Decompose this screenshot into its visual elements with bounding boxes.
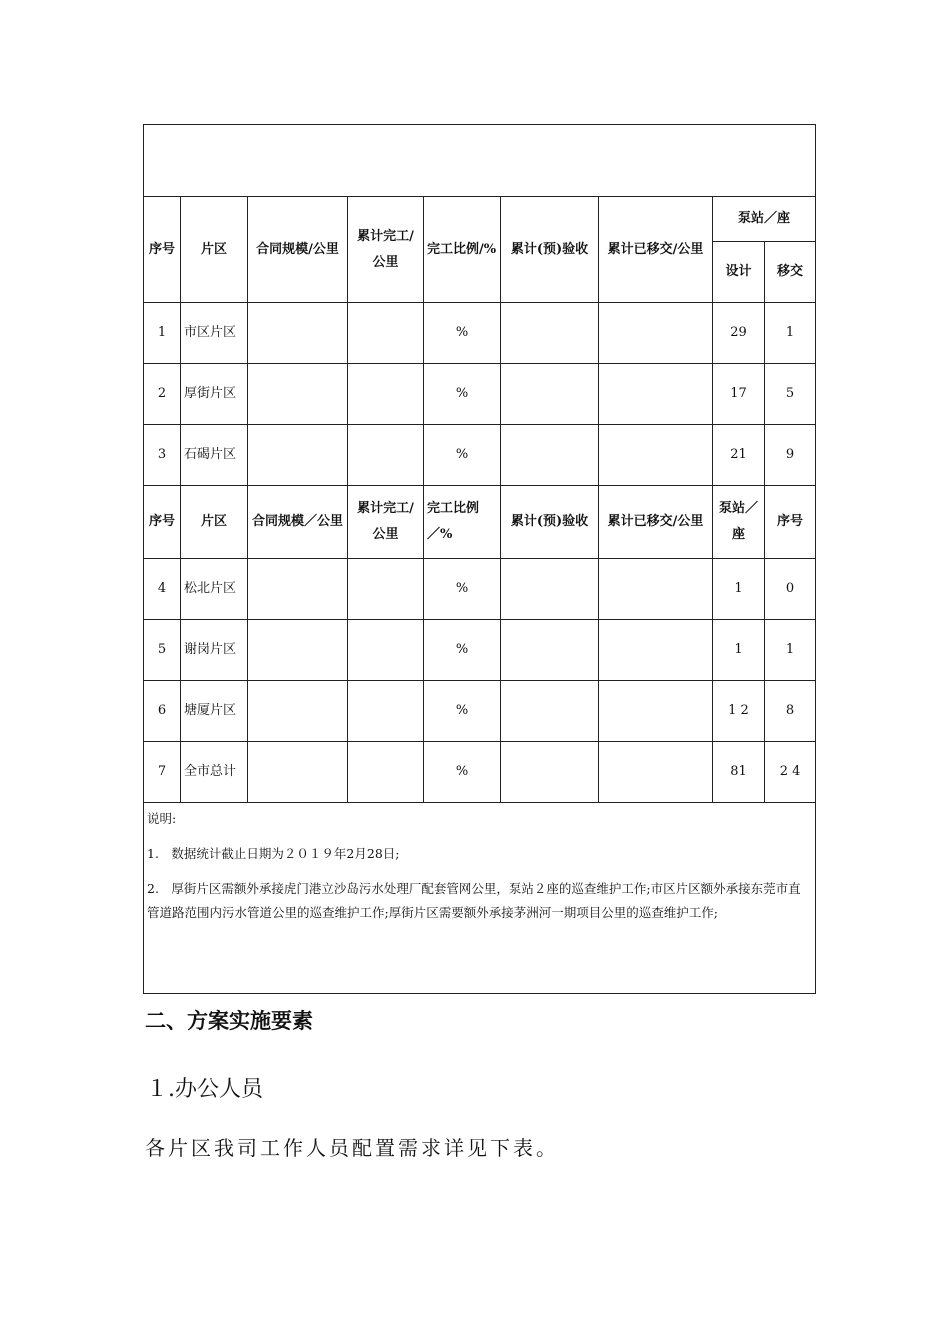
- cell-area: 市区片区: [181, 303, 248, 364]
- notes-title: 说明:: [147, 811, 177, 826]
- cell-no: 7: [144, 742, 181, 803]
- cell-design: 1: [713, 620, 765, 681]
- cell-handed: [599, 559, 713, 620]
- header-no: 序号: [144, 197, 181, 303]
- cell-design: 1: [713, 559, 765, 620]
- section-heading: 二、方案实施要素: [145, 1008, 313, 1033]
- cell-accepted: [501, 425, 599, 486]
- cell-accepted: [501, 303, 599, 364]
- header-no: 序号: [144, 486, 181, 559]
- cell-ratio: %: [424, 681, 501, 742]
- header-pump: 泵站／座: [713, 486, 765, 559]
- notes-line-2: 2. 厚街片区需额外承接虎门港立沙岛污水处理厂配套管网公里，泵站２座的巡查维护工作;市区片区额外承接东莞市直管道路范围内污水管道公里的巡查维护工作;厚街片区需要额外承接茅洲河一期项目公里的巡查维护工作;: [147, 881, 801, 920]
- cell-handed: [599, 742, 713, 803]
- header-completed: 累计完工/公里: [348, 486, 424, 559]
- cell-design: 1 2: [713, 681, 765, 742]
- header-no-last: 序号: [765, 486, 816, 559]
- header-handed: 累计已移交/公里: [599, 197, 713, 303]
- cell-completed: [348, 620, 424, 681]
- cell-handed: [599, 681, 713, 742]
- cell-completed: [348, 425, 424, 486]
- cell-handed: [599, 620, 713, 681]
- table-row: [144, 742, 816, 803]
- subsection-heading: １.办公人员: [146, 1077, 263, 1102]
- header-contract: 合同规模/公里: [248, 197, 348, 303]
- cell-area: 石碣片区: [181, 425, 248, 486]
- cell-area: 塘厦片区: [181, 681, 248, 742]
- header-pump: 泵站／座: [713, 197, 816, 242]
- cell-contract: [248, 681, 348, 742]
- notes-cell: [144, 803, 816, 994]
- cell-transfer: 1: [765, 620, 816, 681]
- cell-transfer: 2 4: [765, 742, 816, 803]
- cell-design: 17: [713, 364, 765, 425]
- cell-transfer: 8: [765, 681, 816, 742]
- header-accepted: 累计(预)验收: [501, 197, 599, 303]
- cell-completed: [348, 681, 424, 742]
- table-row: [144, 620, 816, 681]
- table-title-cell: [144, 125, 816, 197]
- table-row: [144, 425, 816, 486]
- body-paragraph: 各片区我司工作人员配置需求详见下表。: [145, 1136, 559, 1160]
- cell-contract: [248, 742, 348, 803]
- cell-ratio: %: [424, 364, 501, 425]
- cell-no: 5: [144, 620, 181, 681]
- cell-area: 松北片区: [181, 559, 248, 620]
- header-transfer: 移交: [765, 242, 816, 303]
- cell-contract: [248, 620, 348, 681]
- header-completed: 累计完工/公里: [348, 197, 424, 303]
- table-row: [144, 303, 816, 364]
- cell-area: 全市总计: [181, 742, 248, 803]
- header-contract: 合同规模／公里: [248, 486, 348, 559]
- cell-handed: [599, 303, 713, 364]
- cell-ratio: %: [424, 742, 501, 803]
- cell-design: 81: [713, 742, 765, 803]
- cell-completed: [348, 364, 424, 425]
- statistics-table: [143, 124, 816, 994]
- cell-contract: [248, 364, 348, 425]
- header-area: 片区: [181, 197, 248, 303]
- table-header-row-repeat: [144, 486, 816, 559]
- header-handed: 累计已移交/公里: [599, 486, 713, 559]
- header-accepted: 累计(预)验收: [501, 486, 599, 559]
- cell-transfer: 1: [765, 303, 816, 364]
- cell-ratio: %: [424, 425, 501, 486]
- cell-transfer: 0: [765, 559, 816, 620]
- cell-no: 2: [144, 364, 181, 425]
- cell-accepted: [501, 364, 599, 425]
- cell-no: 4: [144, 559, 181, 620]
- cell-ratio: %: [424, 620, 501, 681]
- cell-no: 3: [144, 425, 181, 486]
- cell-no: 6: [144, 681, 181, 742]
- table-row: [144, 681, 816, 742]
- header-area: 片区: [181, 486, 248, 559]
- cell-transfer: 9: [765, 425, 816, 486]
- cell-accepted: [501, 742, 599, 803]
- cell-accepted: [501, 559, 599, 620]
- cell-contract: [248, 425, 348, 486]
- header-ratio: 完工比例/%: [424, 197, 501, 303]
- cell-area: 谢岗片区: [181, 620, 248, 681]
- header-ratio: 完工比例／%: [424, 486, 501, 559]
- cell-area: 厚街片区: [181, 364, 248, 425]
- table-row: [144, 364, 816, 425]
- cell-completed: [348, 303, 424, 364]
- cell-completed: [348, 559, 424, 620]
- cell-contract: [248, 559, 348, 620]
- notes-line-1: 1. 数据统计截止日期为２０１９年2月28日;: [147, 846, 400, 861]
- cell-handed: [599, 425, 713, 486]
- cell-design: 29: [713, 303, 765, 364]
- cell-handed: [599, 364, 713, 425]
- cell-no: 1: [144, 303, 181, 364]
- cell-accepted: [501, 681, 599, 742]
- cell-design: 21: [713, 425, 765, 486]
- cell-ratio: %: [424, 303, 501, 364]
- table-notes-row: [144, 803, 816, 994]
- table-row: [144, 559, 816, 620]
- cell-contract: [248, 303, 348, 364]
- cell-transfer: 5: [765, 364, 816, 425]
- cell-completed: [348, 742, 424, 803]
- cell-accepted: [501, 620, 599, 681]
- table-title-row: [144, 125, 816, 197]
- table-header-row: [144, 197, 816, 242]
- cell-ratio: %: [424, 559, 501, 620]
- header-design: 设计: [713, 242, 765, 303]
